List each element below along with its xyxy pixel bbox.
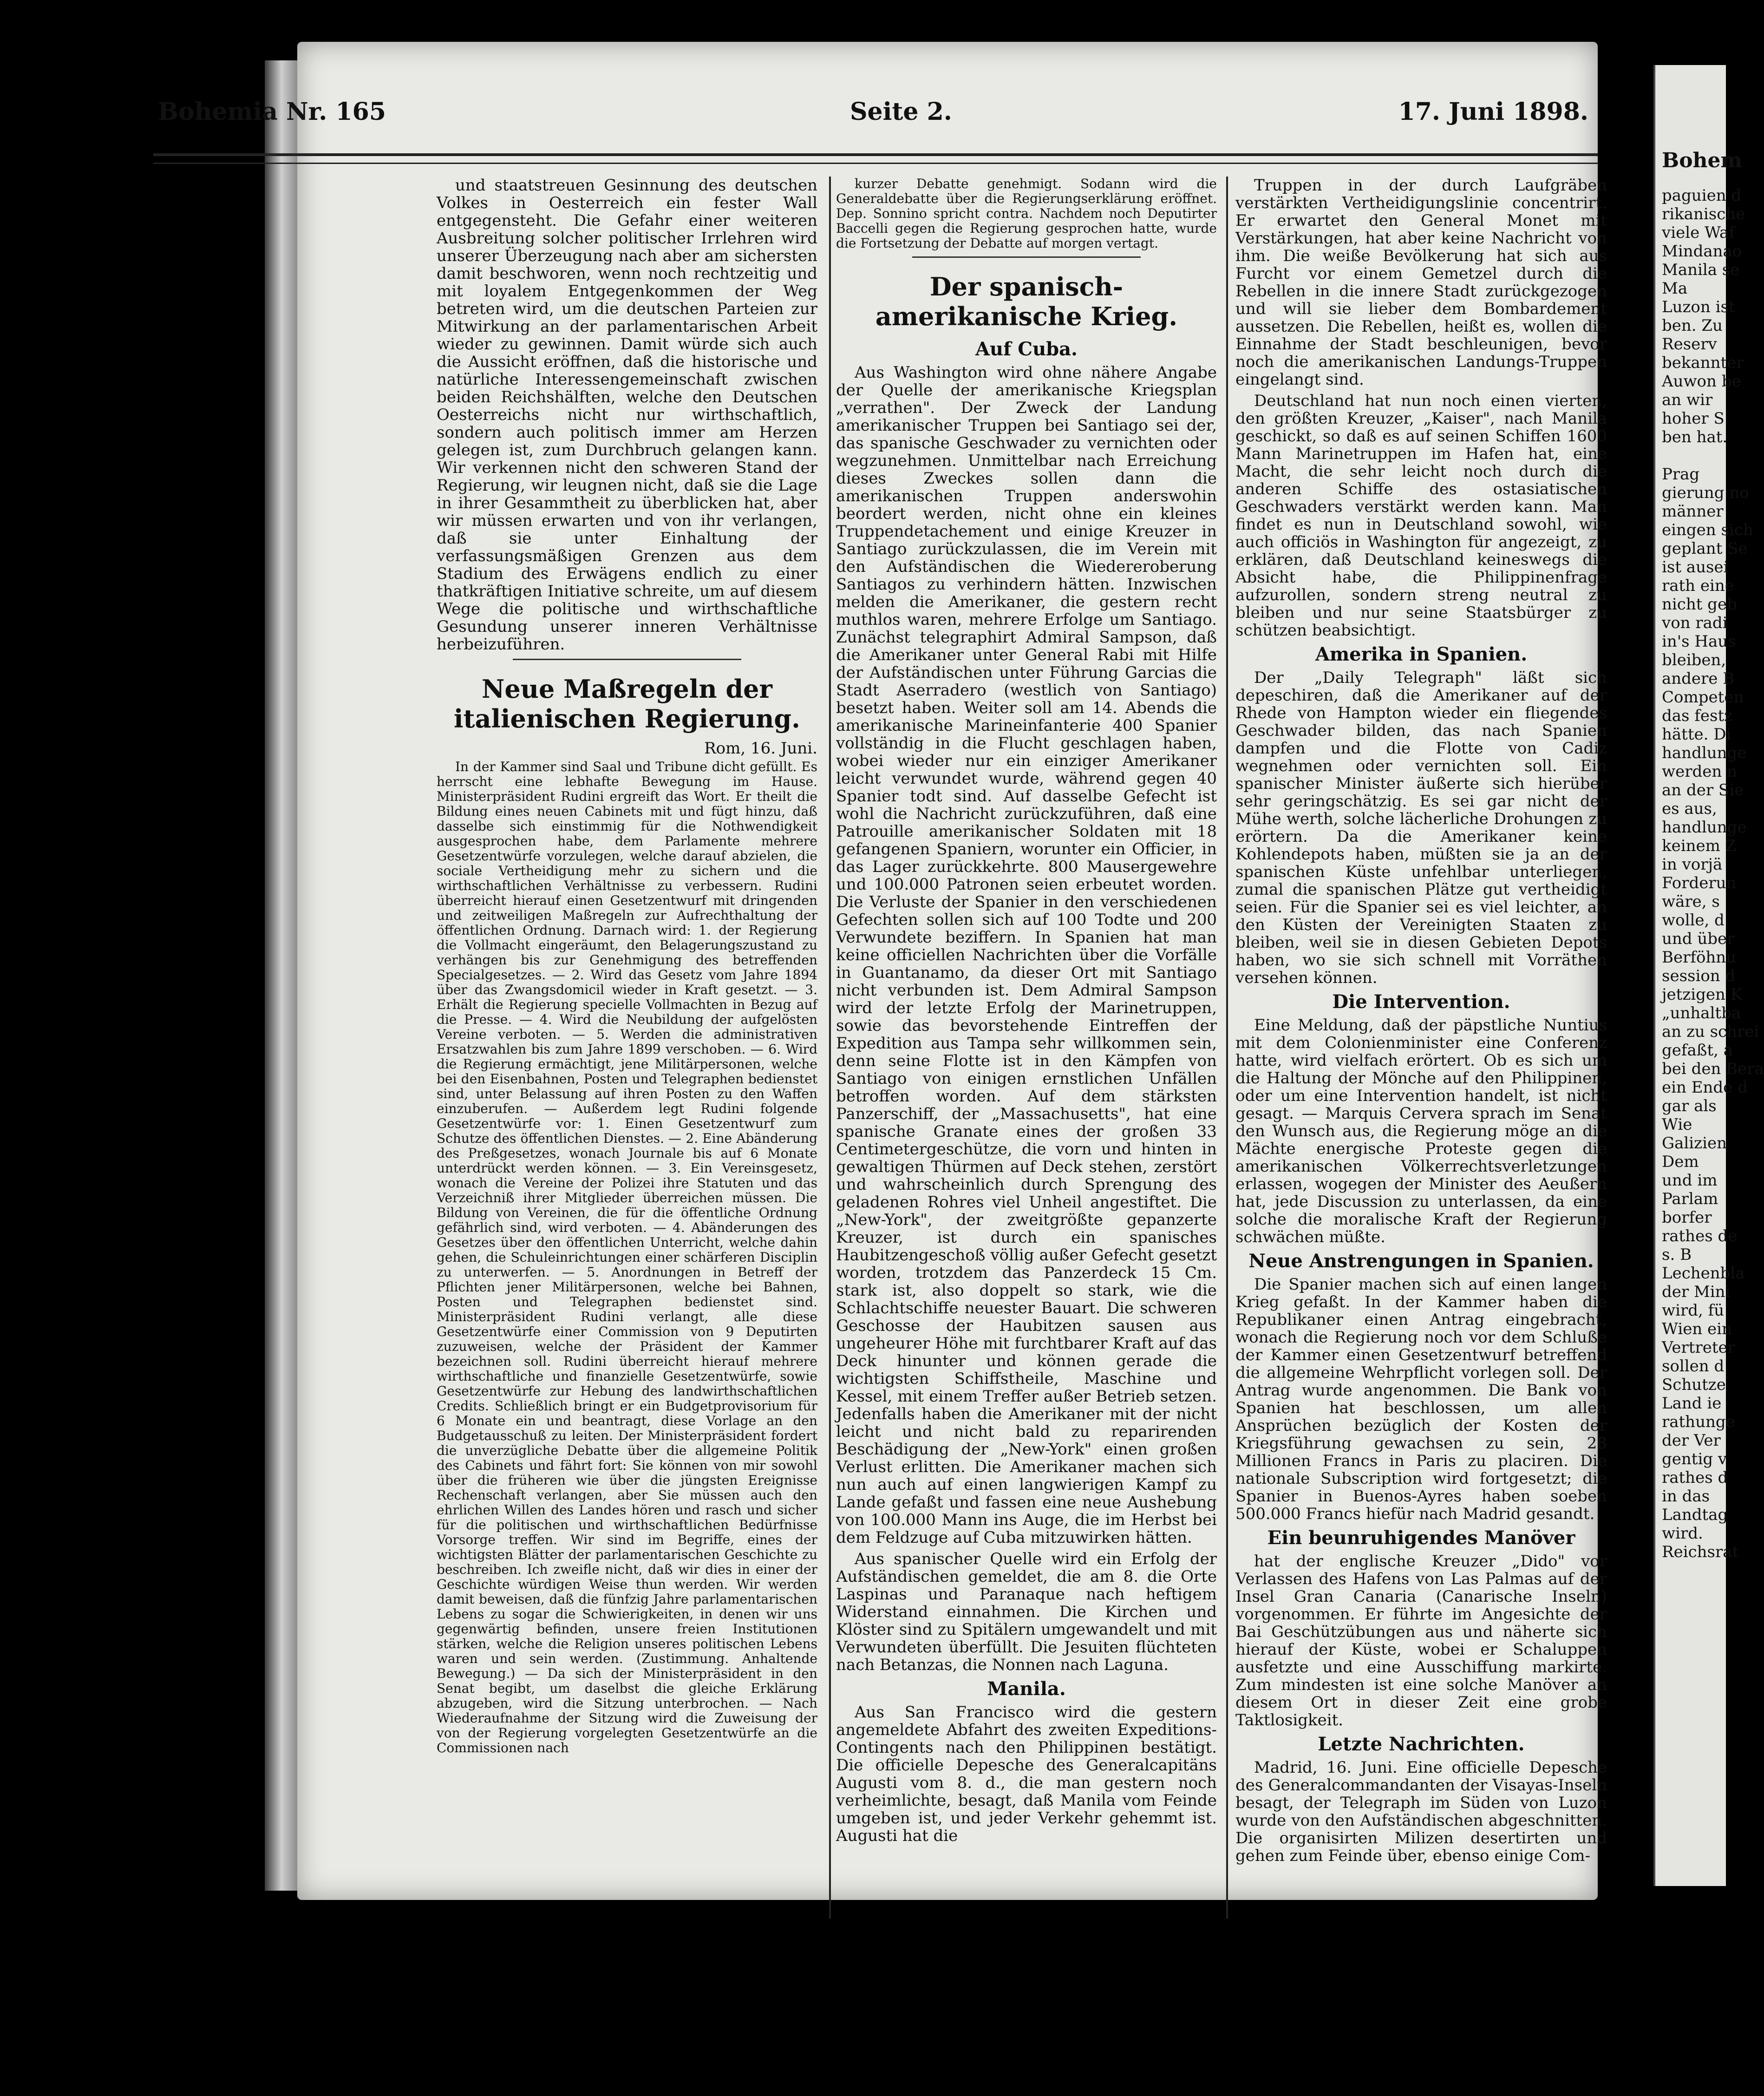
adjacent-page-line: jetzigen K [1662, 985, 1743, 1004]
adjacent-page-line: an der Sie [1662, 781, 1744, 799]
article-separator [513, 659, 741, 660]
adjacent-page-line: bleiben, [1662, 651, 1726, 669]
adjacent-page-line: männer [1662, 502, 1724, 521]
adjacent-page-line: bei den Bera [1662, 1060, 1764, 1078]
adjacent-page-line: session d [1662, 967, 1736, 985]
adjacent-page-line: in das [1662, 1487, 1710, 1506]
column-divider [829, 177, 831, 1919]
section-heading: Neue Anstrengungen in Spanien. [1248, 1250, 1594, 1272]
adjacent-page-line: ben. Zu [1662, 316, 1723, 335]
adjacent-page-line: Lechenbla [1662, 1264, 1745, 1283]
adjacent-page-line: Landtag [1662, 1506, 1728, 1524]
adjacent-page-line: Auwon be [1662, 372, 1741, 391]
header-rule [153, 153, 1598, 156]
adjacent-page-line: wird, fü [1662, 1301, 1725, 1320]
adjacent-page-line: Manila se [1662, 261, 1740, 279]
adjacent-page-line: Berföhnu [1662, 948, 1737, 967]
adjacent-page-line: Prag [1662, 465, 1700, 484]
adjacent-page-line: ist ausei [1662, 558, 1729, 576]
section-heading: Amerika in Spanien. [1315, 643, 1528, 665]
adjacent-page-line: hätte. Di [1662, 725, 1731, 744]
adjacent-page-text [1655, 186, 1764, 1561]
section-heading: Manila. [987, 1678, 1066, 1700]
adjacent-page-line: Land ie [1662, 1394, 1722, 1413]
adjacent-page-line: gar als [1662, 1097, 1717, 1115]
adjacent-page-line: in vorjä [1662, 855, 1723, 874]
adjacent-page-line: rath eine [1662, 576, 1734, 595]
adjacent-page-line: eingen sich [1662, 521, 1753, 539]
section-heading: Letzte Nachrichten. [1318, 1733, 1525, 1755]
adjacent-page-line: und über [1662, 930, 1735, 948]
adjacent-page-line: Schutze [1662, 1376, 1726, 1394]
adjacent-page-line: handlunge [1662, 818, 1747, 837]
adjacent-page-line: s. B [1662, 1245, 1692, 1264]
adjacent-page-line: Mindanao [1662, 242, 1742, 261]
adjacent-page-line: gentig v [1662, 1450, 1727, 1468]
adjacent-page-line: rathes de [1662, 1227, 1738, 1245]
article-body: Eine Meldung, daß der päpstliche Nuntius mit dem Colonienminister eine Conferenz hatte, wird vielfach erörtert. Ob es sich um die Haltung der Mönche auf den Philippinen, oder um eine Intervention handelt, ist nicht gesagt. — Marquis Cervera sprach im Senat den Wunsch aus, die Regierung möge an die Mächte energische Proteste gegen die amerikanischen Völkerrechtsverletzungen erlassen, wogegen der Minister des Aeußern hat, jede Discussion zu unterlassen, da eine solche die moralische Kraft der Regierung schwächen müßte. [1235, 1016, 1607, 1246]
article-headline: Der spanisch-amerikanische Krieg. [875, 272, 1178, 331]
adjacent-page-line: rathes d [1662, 1468, 1728, 1487]
adjacent-page-line: nicht geb [1662, 595, 1737, 614]
article-separator [912, 256, 1141, 258]
article-body: Die Spanier machen sich auf einen langen Krieg gefaßt. In der Kammer haben die Republikaner einen Antrag eingebracht, wonach die Regierung noch vor dem Schluße der Kammer einen Gesetzentwurf betreffend die allgemeine Wehrpflicht vorlegen soll. Der Antrag wurde angenommen. Die Bank von Spanien hat beschlossen, um allen Ansprüchen bezüglich der Kosten der Kriegsführung gewachsen zu sein, 28 Millionen Francs in Paris zu placiren. Die nationale Subscription wird fortgesetzt; die Spanier in Buenos-Ayres haben soeben 500.000 Francs hiefür nach Madrid gesandt. [1235, 1275, 1607, 1523]
column-3 [1235, 177, 1607, 1923]
adjacent-page-line: rikanische [1662, 205, 1745, 223]
adjacent-page-line: ein Ende d [1662, 1078, 1748, 1097]
adjacent-page-line: der Mini [1662, 1283, 1731, 1301]
section-heading: Ein beunruhigendes Manöver [1267, 1527, 1575, 1549]
adjacent-page-header: Bohem [1662, 149, 1743, 172]
adjacent-page-line: werden n [1662, 762, 1737, 781]
adjacent-page-line: Reichsrat [1662, 1543, 1739, 1561]
article-headline: Neue Maßregeln der italienischen Regierung. [454, 674, 800, 734]
adjacent-page-line: und im [1662, 1171, 1718, 1190]
column-1 [437, 177, 817, 1923]
adjacent-page-line: paguien d [1662, 186, 1742, 205]
adjacent-page-line: wolle, d [1662, 911, 1725, 930]
adjacent-page-line: sollen d [1662, 1357, 1725, 1376]
adjacent-page-line: borfer [1662, 1208, 1712, 1227]
adjacent-page-line: rathunge [1662, 1413, 1735, 1431]
adjacent-page-fragment [1653, 65, 1764, 1886]
adjacent-page-line: Dem [1662, 1153, 1699, 1171]
adjacent-page-line: wird. [1662, 1524, 1703, 1543]
page-number: Seite 2. [850, 98, 952, 126]
adjacent-page-line: wäre, s [1662, 892, 1720, 911]
adjacent-page-line: Galizien [1662, 1134, 1727, 1153]
issue-date: 17. Juni 1898. [1398, 98, 1588, 126]
adjacent-page-line: an zu schrei [1662, 1022, 1759, 1041]
adjacent-page-line: Forderun [1662, 874, 1737, 892]
article-continuation: und staatstreuen Gesinnung des deutschen Volkes in Oesterreich ein fester Wall entgegensteht. Die Gefahr einer weiteren Ausbreitung solcher politischer Irrlehren wird unserer Überzeugung nach aber am sichersten damit beschworen, wenn noch rechtzeitig und mit loyalem Entgegenkommen der Weg betreten wird, um die deutschen Parteien zur Mitwirkung an der parlamentarischen Arbeit wieder zu gewinnen. Damit würde sich auch die Aussicht eröffnen, daß die historische und natürliche Interessengemeinschaft zwischen beiden Reichshälften, welche den Deutschen Oesterreichs nicht nur wirthschaftlich, sondern auch politisch immer am Herzen gelegen ist, zum Durchbruch gelangen kann. Wir verkennen nicht den schweren Stand der Regierung, wir leugnen nicht, daß sie die Lage in ihrer Gesammtheit zu überblicken hat, aber wir müssen erwarten und von ihr verlangen, daß sie unter Einhaltung der verfassungsmäßigen Grenzen aus dem Stadium des Erwägens endlich zu einer thatkräftigen Initiative schreite, um auf diesem Wege die politische und wirthschaftliche Gesundung unserer inneren Verhältnisse herbeizuführen. [437, 176, 817, 654]
adjacent-page-line: an wir [1662, 391, 1713, 409]
page-header [158, 98, 1588, 130]
adjacent-page-line: viele Waf [1662, 223, 1735, 242]
adjacent-page-line: Ma [1662, 279, 1688, 298]
section-heading: Die Intervention. [1332, 991, 1510, 1013]
adjacent-page-line: Vertreter [1662, 1338, 1735, 1357]
column-2 [836, 177, 1217, 1923]
adjacent-page-line: von radi [1662, 614, 1728, 632]
article-body: hat der englische Kreuzer „Dido" vor Verlassen des Hafens von Las Palmas auf der Insel Gran Canaria (Canarische Inseln) vorgenommen. Er führte im Angesichte der Bai Geschützübungen aus und näherte sich hierauf der Küste, wobei er Schaluppen ausfetzte und eine Ausschiffung markirte. Zum mindesten ist eine solche Manöver an diesem Ort in dieser Zeit eine grobe Taktlosigkeit. [1235, 1552, 1607, 1729]
article-continuation: kurzer Debatte genehmigt. Sodann wird die Generaldebatte über die Regierungserklärung eröffnet. Dep. Sonnino spricht contra. Nachdem noch Deputirter Baccelli gegen die Regierung gesprochen hatte, wurde die Fortsetzung der Debatte auf morgen vertagt. [836, 176, 1217, 251]
article-body: Aus San Francisco wird die gestern angemeldete Abfahrt des zweiten Expeditions-Contingents nach den Philippinen bestätigt. Die officielle Depesche des Generalcapitäns Augusti vom 8. d., die man gestern noch verheimlichte, besagt, daß Manila vom Feinde umgeben ist, und jeder Verkehr gehemmt ist. Augusti hat die [836, 1703, 1217, 1845]
adjacent-page-line: Reserv [1662, 335, 1717, 354]
adjacent-page-line: Parlam [1662, 1190, 1718, 1208]
adjacent-page-line: es aus, [1662, 799, 1717, 818]
adjacent-page-line: Competen [1662, 688, 1744, 707]
adjacent-page-line: ben hat. [1662, 428, 1728, 446]
adjacent-page-line: hoher S [1662, 409, 1725, 428]
section-heading: Auf Cuba. [975, 338, 1078, 360]
adjacent-page-line: Wien ein [1662, 1320, 1732, 1338]
column-divider [1226, 177, 1228, 1919]
adjacent-page-line: „unhaltba [1662, 1004, 1741, 1022]
adjacent-page-line: das festz [1662, 707, 1733, 725]
adjacent-page-line: bekannter [1662, 354, 1744, 372]
article-body: Aus spanischer Quelle wird ein Erfolg der Aufständischen gemeldet, die am 8. die Orte Laspinas und Paranaque nach heftigem Widerstand einnahmen. Die Kirchen und Klöster sind zu Spitälern umgewandelt und mit Verwundeten überfüllt. Die Jesuiten flüchteten nach Betanzas, die Nonnen nach Laguna. [836, 1550, 1217, 1674]
adjacent-page-line: gefaßt, a [1662, 1041, 1733, 1060]
adjacent-page-line: der Ver [1662, 1431, 1721, 1450]
adjacent-page-line: Wie [1662, 1115, 1692, 1134]
article-body: Deutschland hat nun noch einen vierten, den größten Kreuzer, „Kaiser", nach Manila geschickt, so daß es auf seinen Schiffen 1600 Mann Marinetruppen im Hafen hat, eine Macht, die sehr leicht noch durch die anderen Schiffe des ostasiatischen Geschwaders verstärkt werden kann. Man findet es nun in Deutschland sowohl, wie auch officiös in Washington für angezeigt, zu erklären, daß Deutschland keineswegs die Absicht habe, die Philippinenfrage aufzurollen, sondern streng neutral zu bleiben und nur seine Staatsbürger zu schützen beabsichtigt. [1235, 392, 1607, 640]
article-body: Aus Washington wird ohne nähere Angabe der Quelle der amerikanische Kriegsplan „verrathen". Der Zweck der Landung amerikanischer Truppen bei Santiago sei der, das spanische Geschwader zu vernichten oder wegzunehmen. Unmittelbar nach Erreichung dieses Zweckes sollen dann die amerikanischen Truppen anderswohin beordert werden, nicht ohne ein kleines Truppendetachement und einige Kreuzer in Santiago zurückzulassen, die im Verein mit den Aufständischen die Wiedereroberung Santiagos zu verhindern hätten. Inzwischen melden die Amerikaner, die gestern recht muthlos waren, mehrere Erfolge um Santiago. Zunächst telegraphirt Admiral Sampson, daß die Amerikaner unter General Rabi mit Hilfe der Aufständischen unter Führung Garcias die Stadt Aserradero (westlich von Santiago) besetzt haben. Weiter soll am 14. Abends die amerikanische Marineinfanterie 400 Spanier vollständig in die Flucht geschlagen haben, wobei wieder nur ein einziger Amerikaner leicht verwundet wurde, während gegen 40 Spanier todt sind. Auf dasselbe Gefecht ist wohl die Nachricht zurückzuführen, daß eine Patrouille amerikanischer Soldaten mit 18 gefangenen Spaniern, worunter ein Officier, in das Lager zurückkehrte. 800 Mausergewehre und 100.000 Patronen seien erbeutet worden. Die Verluste der Spanier in den verschiedenen Gefechten sollen sich auf 100 Todte und 200 Verwundete beziffern. In Spanien hat man keine officiellen Nachrichten über die Vorfälle in Guantanamo, da dieser Ort mit Santiago nicht verbunden ist. Dem Admiral Sampson wird der letzte Erfolg der Marinetruppen, sowie das bevorstehende Eintreffen der Expedition aus Tampa sehr willkommen sein, denn seine Flotte ist in den Kämpfen von Santiago von einigen ernstlichen Unfällen betroffen worden. Auf dem stärksten Panzerschiff, der „Massachusetts", hat eine spanische Granate eines der großen 33 Centimetergeschütze, die vorn und hinten in gewaltigen Thürmen auf Deck stehen, zerstört und wahrscheinlich durch Sprengung des geladenen Rohres viel Unheil angestiftet. Die „New-York", der zweitgrößte gepanzerte Kreuzer, ist durch ein spanisches Haubitzengeschoß völlig außer Gefecht gesetzt worden, trotzdem das Panzerdeck 15 Cm. stark ist, also doppelt so stark, wie die Schlachtschiffe neuester Bauart. Die schweren Geschosse der Haubitzen sausen aus ungeheurer Höhe mit furchtbarer Kraft auf das Deck hinunter und können gerade die wichtigsten Schiffstheile, Maschine und Kessel, mit einem Treffer außer Betrieb setzen. Jedenfalls haben die Amerikaner mit der nicht leicht und nicht bald zu reparirenden Beschädigung der „New-York" einen großen Verlust erlitten. Die Amerikaner machen sich nun auch auf einen langwierigen Kampf zu Lande gefaßt und fassen eine neue Aushebung von 100.000 Mann ins Auge, die im Herbst bei dem Feldzuge auf Cuba mitzuwirken hätten. [836, 363, 1217, 1547]
adjacent-page-line: keinem Z [1662, 837, 1737, 855]
adjacent-page-line [1662, 446, 1726, 465]
adjacent-page-line: in's Haus [1662, 632, 1736, 651]
header-rule-thin [153, 163, 1598, 164]
newspaper-issue: Bohemia Nr. 165 [158, 98, 386, 126]
adjacent-page-line: gierung no [1662, 484, 1749, 502]
article-continuation: Truppen in der durch Laufgräben verstärkten Vertheidigungslinie concentrirt. Er erwartet den General Monet mit Verstärkungen, hat aber keine Nachricht von ihm. Die weiße Bevölkerung hat sich aus Furcht vor einem Gemetzel durch die Rebellen in die innere Stadt zurückgezogen und will sie lieber dem Bombardement aussetzen. Die Rebellen, heißt es, wollen die Einnahme der Stadt beschleunigen, bevor noch die amerikanischen Landungs-Truppen eingelangt sind. [1235, 176, 1607, 389]
adjacent-page-line: Luzon ist [1662, 298, 1735, 316]
article-dateline: Rom, 16. Juni. [704, 739, 817, 758]
adjacent-page-line: handlunge [1662, 744, 1747, 762]
article-body: In der Kammer sind Saal und Tribune dicht gefüllt. Es herrscht eine lebhafte Bewegung im Hause. Ministerpräsident Rudini ergreift das Wort. Er theilt die Bildung eines neuen Cabinets mit und fügt hinzu, daß dasselbe sich einstimmig für die Nothwendigkeit ausgesprochen habe, dem Parlamente mehrere Gesetzentwürfe vorzulegen, welche darauf abzielen, die sociale Vertheidigung mehr zu sichern und die wirthschaftlichen Verhältnisse zu verbessern. Rudini überreicht hierauf einen Gesetzentwurf mit dringenden und zeitweiligen Maßregeln zur Aufrechthaltung der öffentlichen Ordnung. Darnach wird: 1. der Regierung die Vollmacht eingeräumt, den Belagerungszustand zu verhängen bis zur Genehmigung des betreffenden Specialgesetzes. — 2. Wird das Gesetz vom Jahre 1894 über das Zwangsdomicil wieder in Kraft gesetzt. — 3. Erhält die Regierung specielle Vollmachten in Bezug auf die Presse. — 4. Wird die Neubildung der aufgelösten Vereine verboten. — 5. Werden die administrativen Ersatzwahlen bis zum Jahre 1899 verschoben. — 6. Wird die Regierung ermächtigt, jene Militärpersonen, welche bei den Eisenbahnen, Posten und Telegraphen bedienstet sind, unter Belassung auf ihren Posten zu den Waffen einzuberufen. — Außerdem legt Rudini folgende Gesetzentwürfe vor: 1. Einen Gesetzentwurf zum Schutze des öffentlichen Dienstes. — 2. Eine Abänderung des Preßgesetzes, wonach Journale bis auf 6 Monate unterdrückt werden können. — 3. Ein Vereinsgesetz, wonach die Vereine der Polizei ihre Statuten und das Verzeichniß ihrer Mitglieder überreichen müssen. Die Bildung von Vereinen, die für die öffentliche Ordnung gefährlich sind, wird verboten. — 4. Abänderungen des Gesetzes über den öffentlichen Unterricht, welche dahin gehen, die Schuleinrichtungen einer schärferen Disciplin zu unterwerfen. — 5. Anordnungen in Betreff der Pflichten jener Militärpersonen, welche bei Bahnen, Posten und Telegraphen bedienstet sind. Ministerpräsident Rudini verlangt, alle diese Gesetzentwürfe einer Commission von 9 Deputirten zuzuweisen, welche der Präsident der Kammer bezeichnen soll. Rudini überreicht hierauf mehrere wirthschaftliche und finanzielle Gesetzentwürfe, sowie Gesetzentwürfe zur Hebung des landwirthschaftlichen Credits. Schließlich bringt er ein Budgetprovisorium für 6 Monate ein und beantragt, diese Vorlage an den Budgetausschuß zu leiten. Der Ministerpräsident fordert die unverzügliche Debatte über die allgemeine Politik des Cabinets und fährt fort: Sie können von mir sowohl über die früheren wie über die jüngsten Ereignisse Rechenschaft verlangen, aber Sie müssen auch den ehrlichen Willen des Landes hören und rasch und sicher für die politischen und wirthschaftlichen Bedürfnisse Vorsorge treffen. Wir sind im Begriffe, eines der wichtigsten Blätter der parlamentarischen Geschichte zu beschreiben. Ich zweifle nicht, daß wir dies in einer der Geschichte würdigen Weise thun werden. Wir werden damit beweisen, daß die fünfzig Jahre parlamentarischen Lebens zu sogar die Schwierigkeiten, in denen wir uns gegenwärtig befinden, unsere freien Institutionen stärken, welche die Religion unseres politischen Lebens waren und sein werden. (Zustimmung. Anhaltende Bewegung.) — Da sich der Ministerpräsident in den Senat begibt, um daselbst die gleiche Erklärung abzugeben, wird die Sitzung unterbrochen. — Nach Wiederaufnahme der Sitzung wird die Zuweisung der von der Regierung vorgelegten Gesetzentwürfe an die Commissionen nach [437, 759, 817, 1755]
adjacent-page-line: andere B [1662, 669, 1735, 688]
adjacent-page-line: geplant Se [1662, 539, 1748, 558]
article-body: Der „Daily Telegraph" läßt sich depeschiren, daß die Amerikaner auf der Rhede von Hampton wieder ein fliegendes Geschwader bilden, das nach Spanien dampfen und die Flotte von Cadiz wegnehmen oder vernichten soll. Ein spanischer Minister äußerte sich hierüber sehr geringschätzig. Es sei gar nicht der Mühe werth, solche lächerliche Drohungen zu erörtern. Da die Amerikaner keine Kohlendepots haben, müßten sie ja an der spanischen Küste unfehlbar unterliegen, zumal die spanischen Plätze gut vertheidigt seien. Für die Spanier sei es viel leichter, an den Küsten der Vereinigten Staaten zu bleiben, weil sie in diesen Gebieten Depots haben, wo sie sich schnell mit Vorräthen versehen können. [1235, 668, 1607, 987]
article-body: Madrid, 16. Juni. Eine officielle Depesche des Generalcommandanten der Visayas-Inseln besagt, der Telegraph im Süden von Luzon wurde von den Aufständischen abgeschnitten. Die organisirten Milizen desertirten und gehen zum Feinde über, ebenso einige Com- [1235, 1758, 1607, 1865]
